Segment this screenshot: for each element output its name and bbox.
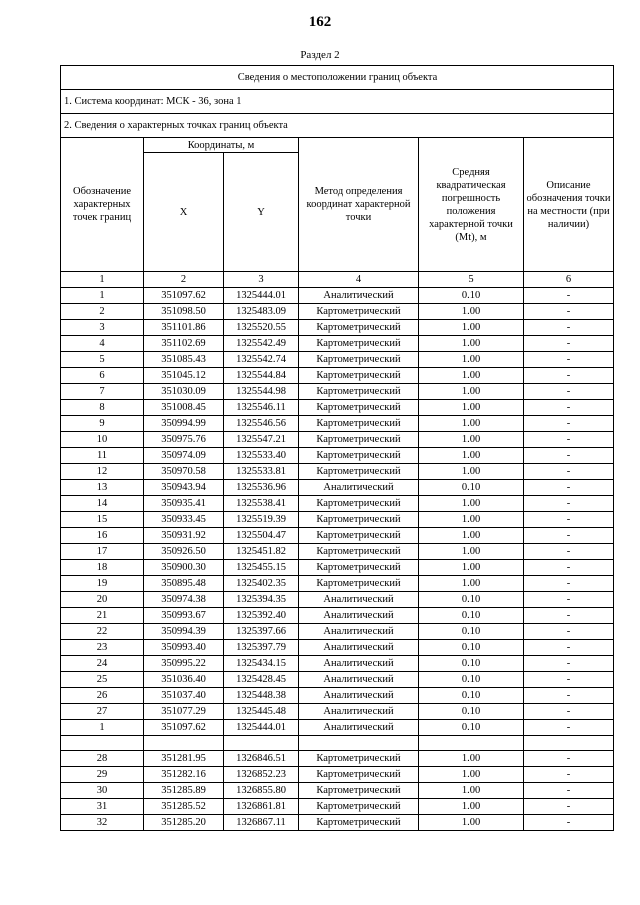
cell-method: Картометрический	[299, 512, 419, 528]
cell-description: -	[524, 560, 614, 576]
cell-coord-y: 1325483.09	[224, 304, 299, 320]
cell-coord-y: 1326867.11	[224, 815, 299, 831]
cell-description: -	[524, 640, 614, 656]
cell-error: 1.00	[419, 751, 524, 767]
cell-point-id: 5	[61, 352, 144, 368]
cell-error: 1.00	[419, 528, 524, 544]
cell-error: 0.10	[419, 624, 524, 640]
cell-point-id: 4	[61, 336, 144, 352]
cell-error: 1.00	[419, 512, 524, 528]
cell-description: -	[524, 624, 614, 640]
cell-method: Аналитический	[299, 640, 419, 656]
cell-description: -	[524, 815, 614, 831]
table-row	[61, 304, 614, 320]
cell-point-id: 31	[61, 799, 144, 815]
cell-description: -	[524, 528, 614, 544]
cell-description: -	[524, 751, 614, 767]
table-row	[61, 815, 614, 831]
cell-error: 0.10	[419, 720, 524, 736]
table-row	[61, 368, 614, 384]
cell-error: 1.00	[419, 464, 524, 480]
cell-description: -	[524, 416, 614, 432]
cell-method: Картометрический	[299, 767, 419, 783]
table-row	[61, 560, 614, 576]
header-description: Описание обозначения точки на местности (при наличии)	[524, 138, 614, 272]
cell-method: Картометрический	[299, 464, 419, 480]
cell-method: Картометрический	[299, 304, 419, 320]
cell-coord-y: 1325428.45	[224, 672, 299, 688]
column-numbers-row	[61, 272, 614, 288]
cell-coord-x: 350935.41	[144, 496, 224, 512]
cell-method: Картометрический	[299, 560, 419, 576]
cell-point-id: 14	[61, 496, 144, 512]
table-row	[61, 336, 614, 352]
cell-point-id: 29	[61, 767, 144, 783]
section-title: Раздел 2	[300, 49, 340, 61]
cell-description: -	[524, 512, 614, 528]
cell-point-id: 10	[61, 432, 144, 448]
cell-coord-y: 1325451.82	[224, 544, 299, 560]
header-error: Средняя квадратическая погрешность положения характерной точки (Mt), м	[419, 138, 524, 272]
cell-coord-x	[144, 736, 224, 751]
cell-error: 0.10	[419, 480, 524, 496]
points-caption: 2. Сведения о характерных точках границ объекта	[61, 114, 614, 138]
cell-error: 0.10	[419, 640, 524, 656]
header-y: Y	[224, 153, 299, 272]
cell-coord-x: 350994.39	[144, 624, 224, 640]
column-number: 5	[419, 272, 524, 288]
cell-point-id: 22	[61, 624, 144, 640]
column-number: 4	[299, 272, 419, 288]
cell-error: 1.00	[419, 304, 524, 320]
cell-method: Аналитический	[299, 624, 419, 640]
cell-coord-x: 351097.62	[144, 288, 224, 304]
cell-point-id: 17	[61, 544, 144, 560]
cell-coord-x: 351282.16	[144, 767, 224, 783]
cell-point-id: 16	[61, 528, 144, 544]
cell-description: -	[524, 304, 614, 320]
cell-coord-y: 1325547.21	[224, 432, 299, 448]
cell-error: 1.00	[419, 400, 524, 416]
cell-error: 1.00	[419, 448, 524, 464]
cell-coord-x: 351077.29	[144, 704, 224, 720]
cell-description: -	[524, 544, 614, 560]
cell-coord-x: 351037.40	[144, 688, 224, 704]
table-row	[61, 688, 614, 704]
cell-coord-y: 1325504.47	[224, 528, 299, 544]
cell-method: Картометрический	[299, 815, 419, 831]
cell-error: 0.10	[419, 656, 524, 672]
cell-method	[299, 736, 419, 751]
cell-coord-x: 350900.30	[144, 560, 224, 576]
cell-error: 1.00	[419, 496, 524, 512]
cell-coord-y: 1325444.01	[224, 720, 299, 736]
cell-error: 1.00	[419, 368, 524, 384]
cell-coord-y: 1326855.80	[224, 783, 299, 799]
cell-coord-y: 1325538.41	[224, 496, 299, 512]
cell-coord-y: 1325445.48	[224, 704, 299, 720]
table-row	[61, 448, 614, 464]
cell-error: 1.00	[419, 799, 524, 815]
cell-point-id: 28	[61, 751, 144, 767]
table-row	[61, 480, 614, 496]
cell-coord-x: 350974.09	[144, 448, 224, 464]
cell-method: Картометрический	[299, 384, 419, 400]
cell-coord-y: 1325519.39	[224, 512, 299, 528]
table-row	[61, 592, 614, 608]
cell-point-id: 2	[61, 304, 144, 320]
cell-method: Картометрический	[299, 799, 419, 815]
table-row	[61, 416, 614, 432]
table-row	[61, 464, 614, 480]
cell-error: 1.00	[419, 576, 524, 592]
cell-description: -	[524, 608, 614, 624]
cell-coord-x: 350926.50	[144, 544, 224, 560]
table-row	[61, 384, 614, 400]
header-point-designation: Обозначение характерных точек границ	[61, 138, 144, 272]
cell-coord-y: 1325542.49	[224, 336, 299, 352]
cell-coord-y: 1325542.74	[224, 352, 299, 368]
cell-description: -	[524, 352, 614, 368]
cell-description: -	[524, 656, 614, 672]
cell-coord-x: 350970.58	[144, 464, 224, 480]
cell-method: Аналитический	[299, 672, 419, 688]
cell-description: -	[524, 672, 614, 688]
cell-coord-y: 1325397.79	[224, 640, 299, 656]
cell-method: Картометрический	[299, 416, 419, 432]
cell-error: 1.00	[419, 320, 524, 336]
page-number: 162	[308, 14, 332, 30]
table-row	[61, 704, 614, 720]
cell-coord-y: 1325444.01	[224, 288, 299, 304]
cell-method: Аналитический	[299, 656, 419, 672]
cell-error: 1.00	[419, 544, 524, 560]
table-row	[61, 624, 614, 640]
cell-description: -	[524, 464, 614, 480]
cell-error: 1.00	[419, 416, 524, 432]
cell-point-id: 15	[61, 512, 144, 528]
cell-coord-y: 1325544.84	[224, 368, 299, 384]
cell-description: -	[524, 320, 614, 336]
boundary-points-table	[60, 65, 614, 831]
cell-coord-x: 350975.76	[144, 432, 224, 448]
cell-error: 1.00	[419, 432, 524, 448]
table-row	[61, 496, 614, 512]
cell-error	[419, 736, 524, 751]
cell-coord-y: 1325546.56	[224, 416, 299, 432]
cell-coord-x: 350995.22	[144, 656, 224, 672]
cell-description: -	[524, 432, 614, 448]
cell-description: -	[524, 288, 614, 304]
cell-coord-x: 350993.67	[144, 608, 224, 624]
cell-coord-x: 351036.40	[144, 672, 224, 688]
cell-method: Аналитический	[299, 720, 419, 736]
cell-method: Аналитический	[299, 592, 419, 608]
cell-error: 1.00	[419, 336, 524, 352]
cell-description: -	[524, 496, 614, 512]
table-row	[61, 320, 614, 336]
cell-description: -	[524, 720, 614, 736]
cell-error: 0.10	[419, 704, 524, 720]
cell-coord-y: 1325544.98	[224, 384, 299, 400]
cell-point-id: 18	[61, 560, 144, 576]
cell-coord-y: 1325397.66	[224, 624, 299, 640]
cell-method: Картометрический	[299, 576, 419, 592]
cell-method: Картометрический	[299, 544, 419, 560]
cell-point-id: 19	[61, 576, 144, 592]
cell-description: -	[524, 767, 614, 783]
cell-coord-x: 351285.20	[144, 815, 224, 831]
cell-description: -	[524, 688, 614, 704]
table-row	[61, 640, 614, 656]
header-coordinates: Координаты, м	[144, 138, 299, 153]
cell-method: Картометрический	[299, 400, 419, 416]
cell-coord-y: 1325533.81	[224, 464, 299, 480]
cell-description: -	[524, 704, 614, 720]
cell-error: 0.10	[419, 288, 524, 304]
cell-coord-y: 1325546.11	[224, 400, 299, 416]
cell-error: 1.00	[419, 352, 524, 368]
table-row	[61, 400, 614, 416]
table-row	[61, 767, 614, 783]
cell-coord-y: 1325392.40	[224, 608, 299, 624]
table-row	[61, 528, 614, 544]
cell-description: -	[524, 400, 614, 416]
cell-method: Картометрический	[299, 336, 419, 352]
table-row	[61, 783, 614, 799]
table-row	[61, 608, 614, 624]
table-row	[61, 799, 614, 815]
cell-method: Аналитический	[299, 608, 419, 624]
header-method: Метод определения координат характерной точки	[299, 138, 419, 272]
cell-description: -	[524, 799, 614, 815]
cell-error: 1.00	[419, 783, 524, 799]
cell-method: Картометрический	[299, 528, 419, 544]
cell-point-id: 1	[61, 720, 144, 736]
table-row	[61, 656, 614, 672]
cell-method: Картометрический	[299, 448, 419, 464]
cell-coord-x: 350931.92	[144, 528, 224, 544]
cell-coord-y: 1325402.35	[224, 576, 299, 592]
column-number: 1	[61, 272, 144, 288]
cell-method: Аналитический	[299, 688, 419, 704]
cell-method: Картометрический	[299, 320, 419, 336]
cell-coord-x: 350974.38	[144, 592, 224, 608]
cell-coord-x: 350943.94	[144, 480, 224, 496]
cell-description: -	[524, 480, 614, 496]
cell-point-id: 13	[61, 480, 144, 496]
cell-point-id: 25	[61, 672, 144, 688]
cell-description	[524, 736, 614, 751]
cell-coord-x: 350895.48	[144, 576, 224, 592]
cell-point-id: 6	[61, 368, 144, 384]
cell-error: 0.10	[419, 608, 524, 624]
cell-coord-x: 350933.45	[144, 512, 224, 528]
table-row	[61, 720, 614, 736]
cell-point-id: 8	[61, 400, 144, 416]
cell-point-id: 9	[61, 416, 144, 432]
column-number: 3	[224, 272, 299, 288]
cell-point-id: 27	[61, 704, 144, 720]
cell-method: Аналитический	[299, 480, 419, 496]
cell-point-id: 26	[61, 688, 144, 704]
cell-coord-y: 1325536.96	[224, 480, 299, 496]
cell-method: Картометрический	[299, 783, 419, 799]
cell-description: -	[524, 783, 614, 799]
cell-point-id: 1	[61, 288, 144, 304]
cell-error: 1.00	[419, 384, 524, 400]
column-number: 6	[524, 272, 614, 288]
cell-point-id: 11	[61, 448, 144, 464]
cell-coord-y: 1326861.81	[224, 799, 299, 815]
table-row	[61, 432, 614, 448]
cell-coord-x: 351097.62	[144, 720, 224, 736]
table-row	[61, 288, 614, 304]
cell-error: 0.10	[419, 688, 524, 704]
cell-method: Картометрический	[299, 352, 419, 368]
cell-method: Картометрический	[299, 751, 419, 767]
cell-point-id: 30	[61, 783, 144, 799]
cell-coord-y: 1326846.51	[224, 751, 299, 767]
table-body	[61, 272, 614, 831]
table-row	[61, 352, 614, 368]
cell-error: 1.00	[419, 560, 524, 576]
cell-coord-x: 350993.40	[144, 640, 224, 656]
cell-coord-x: 351030.09	[144, 384, 224, 400]
cell-coord-x: 351102.69	[144, 336, 224, 352]
cell-method: Аналитический	[299, 288, 419, 304]
cell-coord-x: 351045.12	[144, 368, 224, 384]
cell-coord-y: 1325533.40	[224, 448, 299, 464]
cell-point-id: 21	[61, 608, 144, 624]
cell-coord-y	[224, 736, 299, 751]
table-row	[61, 512, 614, 528]
cell-point-id: 23	[61, 640, 144, 656]
cell-point-id	[61, 736, 144, 751]
cell-point-id: 20	[61, 592, 144, 608]
cell-description: -	[524, 576, 614, 592]
cell-coord-x: 351285.52	[144, 799, 224, 815]
header-x: X	[144, 153, 224, 272]
table-row	[61, 544, 614, 560]
cell-description: -	[524, 368, 614, 384]
table-title: Сведения о местоположении границ объекта	[61, 66, 614, 90]
cell-coord-y: 1325448.38	[224, 688, 299, 704]
table-row	[61, 576, 614, 592]
cell-coord-y: 1326852.23	[224, 767, 299, 783]
cell-point-id: 7	[61, 384, 144, 400]
cell-coord-x: 351098.50	[144, 304, 224, 320]
cell-coord-y: 1325394.35	[224, 592, 299, 608]
cell-error: 1.00	[419, 815, 524, 831]
cell-coord-x: 351281.95	[144, 751, 224, 767]
cell-point-id: 12	[61, 464, 144, 480]
cell-coord-x: 351085.43	[144, 352, 224, 368]
cell-method: Аналитический	[299, 704, 419, 720]
cell-coord-y: 1325455.15	[224, 560, 299, 576]
cell-method: Картометрический	[299, 496, 419, 512]
cell-error: 1.00	[419, 767, 524, 783]
cell-description: -	[524, 336, 614, 352]
cell-coord-x: 350994.99	[144, 416, 224, 432]
cell-method: Картометрический	[299, 368, 419, 384]
table-row	[61, 672, 614, 688]
cell-coord-x: 351101.86	[144, 320, 224, 336]
cell-coord-y: 1325520.55	[224, 320, 299, 336]
cell-description: -	[524, 448, 614, 464]
cell-coord-y: 1325434.15	[224, 656, 299, 672]
table-row	[61, 751, 614, 767]
cell-description: -	[524, 384, 614, 400]
cell-point-id: 32	[61, 815, 144, 831]
column-number: 2	[144, 272, 224, 288]
cell-coord-x: 351285.89	[144, 783, 224, 799]
cell-error: 0.10	[419, 592, 524, 608]
cell-description: -	[524, 592, 614, 608]
cell-method: Картометрический	[299, 432, 419, 448]
table-row-separator	[61, 736, 614, 751]
cell-error: 0.10	[419, 672, 524, 688]
coordinate-system: 1. Система координат: МСК - 36, зона 1	[61, 90, 614, 114]
cell-point-id: 3	[61, 320, 144, 336]
cell-coord-x: 351008.45	[144, 400, 224, 416]
cell-point-id: 24	[61, 656, 144, 672]
